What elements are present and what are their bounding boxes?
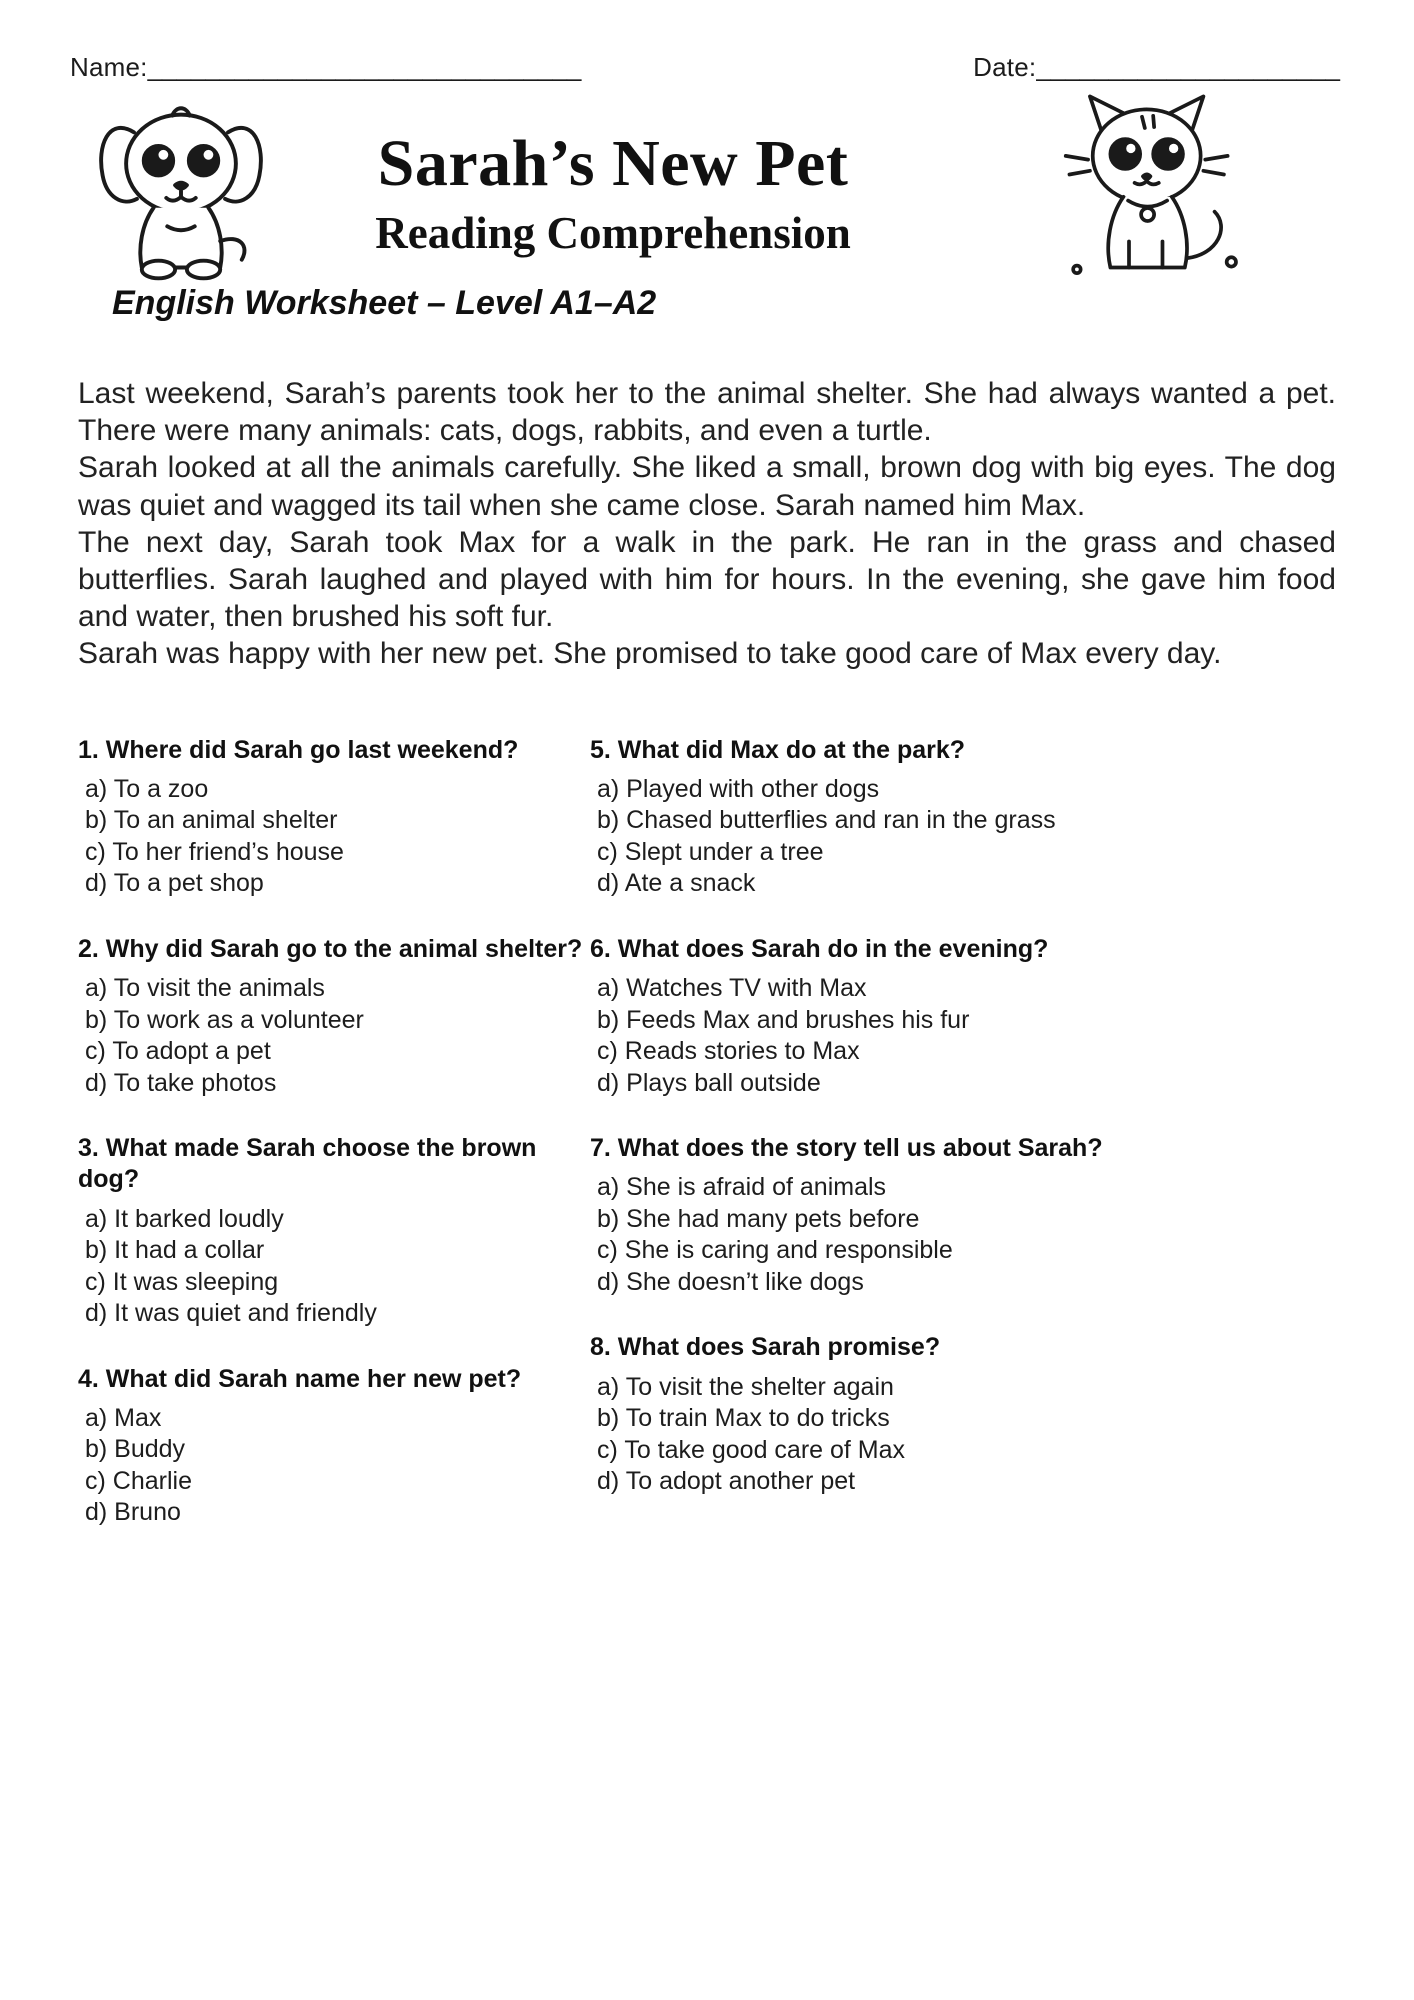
question-option: a) It barked loudly	[85, 1204, 284, 1233]
question-option: d) To a pet shop	[85, 869, 264, 898]
question-option: c) It was sleeping	[85, 1267, 279, 1296]
question-option: a) To a zoo	[85, 774, 209, 803]
title-area	[0, 83, 1414, 304]
question-option: a) Max	[85, 1403, 162, 1432]
question-block	[78, 1364, 590, 1529]
page-title: Sarah’s New Pet	[377, 127, 849, 201]
story-passage	[0, 323, 1414, 673]
question-block	[78, 735, 590, 900]
name-field	[70, 52, 581, 83]
header-row	[0, 0, 1414, 83]
question-title: 6. What does Sarah do in the evening?	[590, 934, 1049, 963]
name-blank-line: ______________________________	[147, 52, 582, 82]
puppy-icon	[83, 89, 279, 300]
question-option: b) Feeds Max and brushes his fur	[597, 1005, 970, 1034]
story-paragraph: Last weekend, Sarah’s parents took her to the animal shelter. She had always wanted a pet. There were many animals: cats, dogs, rabbits, and even a turtle.	[78, 377, 1336, 448]
question-option: a) Watches TV with Max	[597, 974, 867, 1002]
question-title: 3. What made Sarah choose the brown dog?	[78, 1134, 537, 1194]
questions-column-left	[78, 735, 590, 1563]
question-block	[78, 1133, 590, 1330]
question-option: a) She is afraid of animals	[597, 1173, 887, 1202]
question-option: d) To take photos	[85, 1068, 277, 1097]
name-label: Name:	[70, 52, 148, 82]
question-option: d) To adopt another pet	[597, 1467, 856, 1495]
question-block	[590, 1133, 1414, 1298]
question-option: a) Played with other dogs	[597, 774, 880, 803]
title-block	[303, 127, 923, 259]
question-option: b) She had many pets before	[597, 1204, 920, 1233]
page-subtitle: Reading Comprehension	[375, 207, 851, 258]
question-option: c) To take good care of Max	[597, 1435, 906, 1464]
kitten-illustration	[923, 85, 1374, 304]
question-option: d) Ate a snack	[597, 869, 756, 898]
question-option: b) To an animal shelter	[85, 806, 338, 835]
question-block	[78, 934, 590, 1099]
question-option: c) To adopt a pet	[85, 1037, 271, 1065]
question-title: 2. Why did Sarah go to the animal shelter?	[78, 934, 583, 963]
questions-column-right	[590, 735, 1414, 1532]
date-label: Date:	[973, 52, 1037, 82]
question-option: b) Chased butterflies and ran in the grass	[597, 806, 1056, 835]
kitten-icon	[1049, 85, 1249, 304]
question-option: b) To train Max to do tricks	[597, 1404, 890, 1432]
question-option: d) It was quiet and friendly	[85, 1299, 377, 1327]
date-field	[973, 52, 1340, 83]
question-option: b) Buddy	[85, 1435, 186, 1464]
story-paragraph: Sarah was happy with her new pet. She promised to take good care of Max every day.	[78, 637, 1222, 671]
question-option: c) Slept under a tree	[597, 837, 824, 866]
question-title: 5. What did Max do at the park?	[590, 735, 966, 764]
question-option: b) It had a collar	[85, 1236, 265, 1264]
question-option: a) To visit the shelter again	[597, 1372, 894, 1401]
question-option: d) Bruno	[85, 1498, 181, 1527]
questions-section	[0, 673, 1414, 1563]
date-blank-line: _____________________	[1036, 52, 1340, 82]
question-option: c) She is caring and responsible	[597, 1236, 953, 1265]
question-title: 1. Where did Sarah go last weekend?	[78, 735, 519, 764]
story-paragraph: The next day, Sarah took Max for a walk in the park. He ran in the grass and chased butterflies. Sarah laughed and played with him for hours. In the evening, she gave him food and water, then brushed his soft fur.	[78, 525, 1336, 634]
question-block	[590, 934, 1414, 1099]
question-option: c) To her friend’s house	[85, 837, 344, 866]
question-block	[590, 735, 1414, 900]
story-paragraph: Sarah looked at all the animals carefully. She liked a small, brown dog with big eyes. The dog was quiet and wagged its tail when she came close. Sarah named him Max.	[78, 451, 1336, 522]
question-option: c) Reads stories to Max	[597, 1037, 860, 1065]
question-title: 4. What did Sarah name her new pet?	[78, 1364, 522, 1393]
puppy-illustration	[58, 89, 303, 300]
question-title: 7. What does the story tell us about Sarah?	[590, 1134, 1103, 1162]
worksheet-level: English Worksheet – Level A1–A2	[112, 284, 657, 322]
question-option: b) To work as a volunteer	[85, 1005, 364, 1034]
question-option: c) Charlie	[85, 1466, 192, 1495]
question-option: d) She doesn’t like dogs	[597, 1267, 864, 1296]
question-option: a) To visit the animals	[85, 974, 325, 1002]
question-block	[590, 1332, 1414, 1497]
question-option: d) Plays ball outside	[597, 1068, 821, 1097]
question-title: 8. What does Sarah promise?	[590, 1333, 941, 1362]
